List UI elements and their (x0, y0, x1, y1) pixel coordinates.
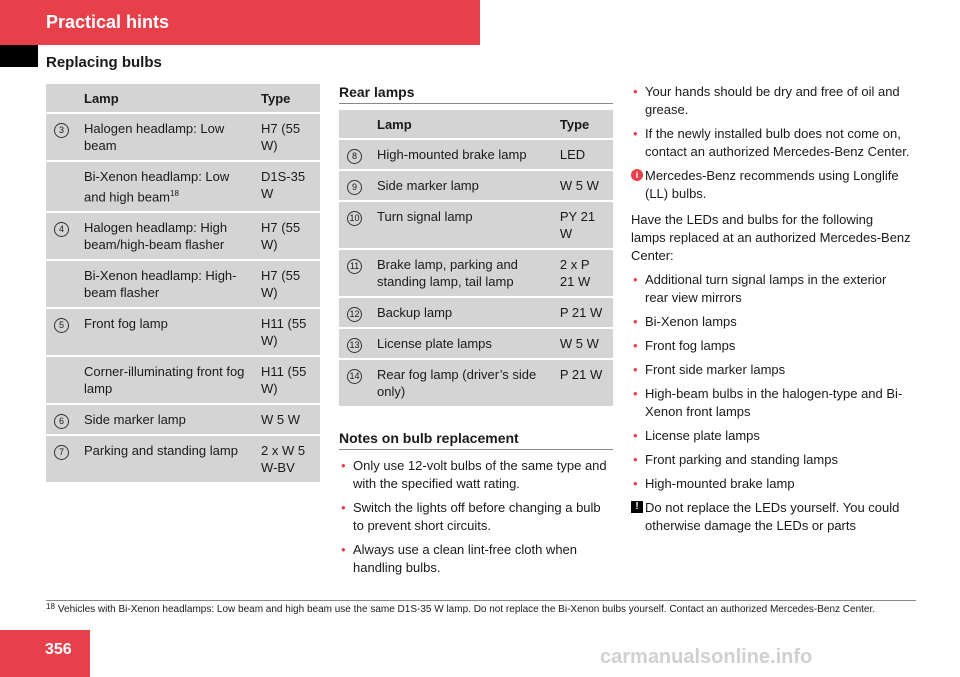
table-header-row (339, 110, 613, 138)
page-number: 356 (45, 641, 72, 658)
warning-icon: ! (631, 501, 643, 513)
notes-list (339, 457, 615, 583)
hint-item: • If the newly installed bulb does not come on, contact an authorized Mercedes-Benz Center. (631, 125, 911, 161)
row-number (339, 360, 371, 406)
row-number (46, 162, 78, 211)
row-number (339, 298, 371, 327)
number-badge: 5 (54, 318, 69, 333)
lamp-name: Brake lamp, parking and standing lamp, tail lamp (377, 257, 518, 289)
type-cell: P 21 W (554, 360, 613, 406)
right-column (631, 83, 911, 543)
list-item: • High-mounted brake lamp (631, 475, 911, 493)
type-cell: H11 (55 W) (255, 309, 320, 355)
lamp-cell (371, 140, 554, 169)
lamp-name: Side marker lamp (84, 412, 186, 428)
watermark: carmanualsonline.info (600, 646, 813, 668)
list-item: • High-beam bulbs in the halogen-type and Bi-Xenon front lamps (631, 385, 911, 421)
type-cell: H7 (55 W) (255, 261, 320, 307)
type-cell: H11 (55 W) (255, 357, 320, 403)
table-row (339, 329, 613, 358)
list-item: • Additional turn signal lamps in the exterior rear view mirrors (631, 271, 911, 307)
table-row (339, 140, 613, 169)
note-item: • Always use a clean lint-free cloth when handling bulbs. (339, 541, 615, 577)
footnote-ref: 18 (170, 189, 179, 198)
lamp-name: Turn signal lamp (377, 209, 473, 224)
type-cell: 2 x P 21 W (554, 250, 613, 296)
lamp-header: Lamp (78, 84, 255, 112)
table-row (46, 213, 320, 259)
num-header (339, 110, 371, 138)
lamp-name: Halogen headlamp: Low beam (84, 121, 225, 153)
number-badge: 14 (347, 369, 362, 384)
type-cell: P 21 W (554, 298, 613, 327)
type-cell: D1S-35 W (255, 162, 320, 211)
lamp-cell (371, 171, 554, 200)
info-icon: i (631, 169, 643, 181)
table-row (339, 250, 613, 296)
section-title: Practical hints (46, 12, 170, 32)
number-badge: 13 (347, 338, 362, 353)
lamp-cell (78, 405, 255, 434)
lamp-cell (78, 357, 255, 403)
table-row (339, 202, 613, 248)
lamp-name: Bi-Xenon headlamp: Low and high beam (84, 169, 230, 205)
row-number (339, 329, 371, 358)
lamp-cell (78, 261, 255, 307)
lamp-cell (371, 298, 554, 327)
number-badge: 3 (54, 123, 69, 138)
row-number (339, 250, 371, 296)
table-row (46, 405, 320, 434)
type-cell: H7 (55 W) (255, 114, 320, 160)
row-number (339, 140, 371, 169)
lamp-cell (78, 436, 255, 482)
rear-lamps-body (339, 140, 613, 406)
front-lamps-table (46, 82, 320, 484)
num-header (46, 84, 78, 112)
table-row (339, 171, 613, 200)
row-number (46, 309, 78, 355)
warning-text: Do not replace the LEDs yourself. You could otherwise damage the LEDs or parts (645, 500, 900, 533)
table-row (46, 162, 320, 211)
table-row (339, 360, 613, 406)
row-number (46, 357, 78, 403)
table-row (46, 436, 320, 482)
list-item: • Front side marker lamps (631, 361, 911, 379)
number-badge: 7 (54, 445, 69, 460)
header-marker (0, 45, 38, 67)
lamp-name: Bi-Xenon headlamp: High-beam flasher (84, 268, 237, 301)
type-cell: 2 x W 5 W-BV (255, 436, 320, 482)
rear-lamps-heading: Rear lamps (339, 84, 613, 104)
footnote-number: 18 (46, 602, 55, 611)
lamp-cell (371, 250, 554, 296)
type-cell: H7 (55 W) (255, 213, 320, 259)
list-item: • Front fog lamps (631, 337, 911, 355)
table-row (46, 357, 320, 403)
info-note (631, 167, 911, 203)
lamp-cell (78, 114, 255, 160)
number-badge: 10 (347, 211, 362, 226)
page-subtitle: Replacing bulbs (46, 54, 162, 71)
table-row (46, 261, 320, 307)
row-number (46, 114, 78, 160)
note-item: • Only use 12-volt bulbs of the same type and with the specified watt rating. (339, 457, 615, 493)
footnote-text: Vehicles with Bi-Xenon headlamps: Low beam and high beam use the same D1S-35 W lamp. Do not replace the Bi-Xenon bulbs yourself. Contact an authorized Mercedes-Benz Center. (57, 604, 876, 615)
type-cell: PY 21 W (554, 202, 613, 248)
lamp-cell (371, 360, 554, 406)
lamp-name: Backup lamp (377, 305, 453, 320)
lamp-name: Front fog lamp (84, 316, 168, 332)
table-header-row (46, 84, 320, 112)
row-number (46, 405, 78, 434)
lamp-name: Rear fog lamp (driver’s side only) (377, 367, 537, 399)
lamp-cell (78, 213, 255, 259)
type-cell: W 5 W (255, 405, 320, 434)
lamp-name: License plate lamps (377, 336, 492, 351)
lamp-name: High-mounted brake lamp (377, 147, 527, 162)
table-row (46, 114, 320, 160)
lamp-cell (78, 162, 255, 211)
lamp-cell (371, 329, 554, 358)
lamp-cell (371, 202, 554, 248)
info-text: Mercedes-Benz recommends using Longlife (LL) bulbs. (645, 168, 899, 201)
table-row (46, 309, 320, 355)
list-item: • Front parking and standing lamps (631, 451, 911, 469)
front-lamps-body (46, 114, 320, 482)
type-cell: W 5 W (554, 329, 613, 358)
type-header: Type (554, 110, 613, 138)
number-badge: 12 (347, 307, 362, 322)
lamp-header: Lamp (371, 110, 554, 138)
type-cell: W 5 W (554, 171, 613, 200)
row-number (46, 436, 78, 482)
lamp-name: Corner-illuminating front fog lamp (84, 364, 245, 397)
row-number (46, 261, 78, 307)
note-item: • Switch the lights off before changing a bulb to prevent short circuits. (339, 499, 615, 535)
type-cell: LED (554, 140, 613, 169)
notes-heading: Notes on bulb replacement (339, 430, 613, 450)
warning-note (631, 499, 911, 535)
lamp-name: Side marker lamp (377, 178, 479, 193)
intro-text: Have the LEDs and bulbs for the following lamps replaced at an authorized Mercedes-Benz Center: (631, 212, 911, 263)
row-number (339, 171, 371, 200)
table-row (339, 298, 613, 327)
number-badge: 4 (54, 222, 69, 237)
number-badge: 8 (347, 149, 362, 164)
hint-item: • Your hands should be dry and free of oil and grease. (631, 83, 911, 119)
type-header: Type (255, 84, 320, 112)
lamp-name: Halogen headlamp: High beam/high-beam flasher (84, 220, 228, 253)
number-badge: 6 (54, 414, 69, 429)
row-number (46, 213, 78, 259)
row-number (339, 202, 371, 248)
lamp-name: Parking and standing lamp (84, 443, 238, 459)
lamp-cell (78, 309, 255, 355)
list-item: • License plate lamps (631, 427, 911, 445)
footnote (46, 600, 916, 616)
rear-lamps-table (339, 108, 613, 408)
number-badge: 9 (347, 180, 362, 195)
list-item: • Bi-Xenon lamps (631, 313, 911, 331)
number-badge: 11 (347, 259, 362, 274)
